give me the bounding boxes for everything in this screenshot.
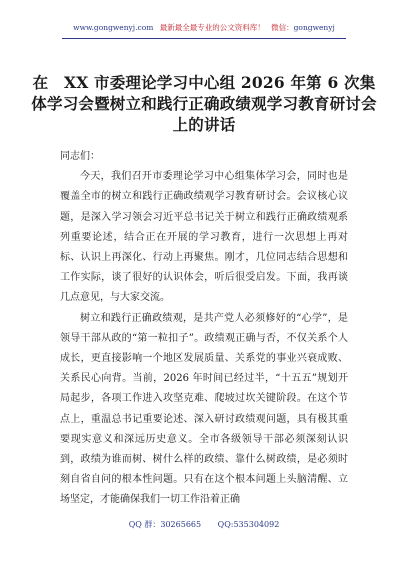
footer-qq: QQ:535304092 xyxy=(217,520,280,529)
header-slogan: 最新最全最专业的公文资料库！ xyxy=(159,23,265,32)
body-paragraph: 树立和践行正确政绩观，是共产党人必须修好的“心学”，是领导干部从政的“第一粒扣子”。政绩观正确与否，不仅关系个人成长，更直接影响一个地区发展质量、关系党的事业兴衰成败、关系民心向背。当前，2026 年时间已经过半，“十五五”规划开局起步，各项工作进入攻坚克难、爬坡过坎关键阶段。在这个节点上，重温总书记重要论述、深入研讨政绩观问题，具有极其重要现实意义和深远历史意义。全市各级领导干部必须深刻认识到，政绩为谁而树、树什么样的政绩、靠什么树政绩，是必须时刻自省自问的根本性问题。只有在这个根本问题上头脑清醒、立场坚定，才能确保我们一切工作沿着正确 xyxy=(60,312,348,506)
header-site-link[interactable]: www.gongwenyj.com xyxy=(73,23,154,32)
body-paragraph: 今天，我们召开市委理论学习中心组集体学习会，同时也是覆盖全市的树立和践行正确政绩观学习教育研讨会。会议核心议题，是深入学习领会习近平总书记关于树立和践行正确政绩观系列重要论述，结合正在开展的学习教育，进行一次思想上再对标、认识上再深化、行动上再聚焦。刚才，几位同志结合思想和工作实际，谈了很好的认识体会，听后很受启发。下面，我再谈几点意见，与大家交流。 xyxy=(60,171,348,304)
page-header xyxy=(0,22,408,34)
page-footer xyxy=(0,519,408,531)
salutation: 同志们： xyxy=(60,151,100,162)
document-title: 在 XX 市委理论学习中心组 2026 年第 6 次集体学习会暨树立和践行正确政绩观学习教育研讨会上的讲话 xyxy=(31,73,377,134)
document-body xyxy=(60,147,348,511)
header-divider xyxy=(62,38,346,39)
header-wechat-label: 微信： xyxy=(271,23,294,32)
footer-qq-group: QQ 群：30265665 xyxy=(128,520,202,529)
header-wechat-id: gongwenyj xyxy=(293,23,335,32)
